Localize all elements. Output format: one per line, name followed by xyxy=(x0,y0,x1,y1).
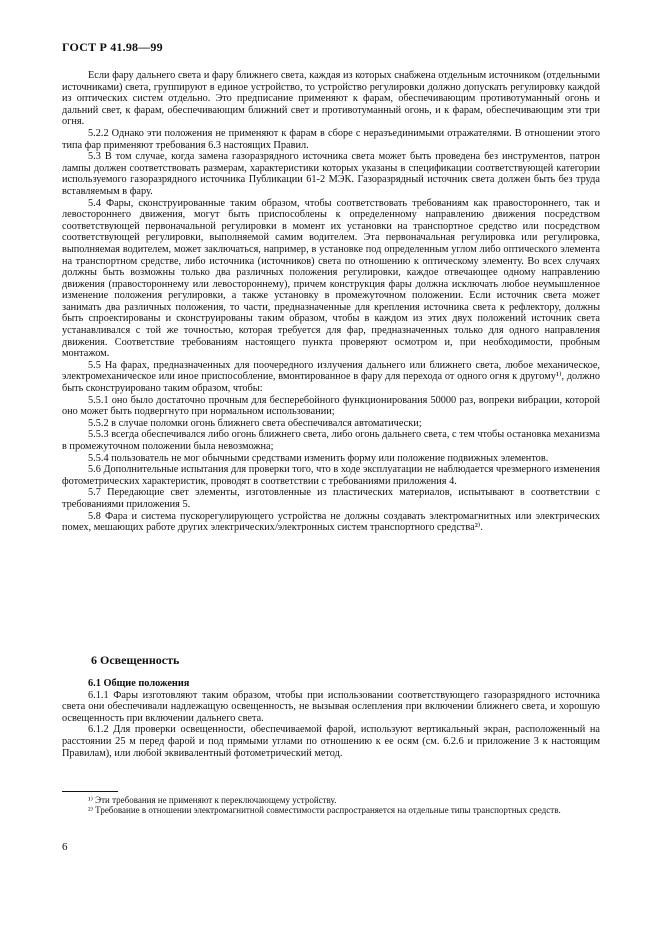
paragraph-5-8: 5.8 Фара и система пускорегулирующего устройства не должны создавать электромагнитных или электрических помех, мешающих работе других электрических/электронных систем транспортного средства²⁾. xyxy=(62,510,600,534)
footnote-divider xyxy=(62,791,118,792)
paragraph-5-7: 5.7 Передающие свет элементы, изготовленные из пластических материалов, испытывают в соответствии с требованиями приложения 5. xyxy=(62,487,600,510)
paragraph-6-1-2: 6.1.2 Для проверки освещенности, обеспечиваемой фарой, используют вертикальный экран, расположенный на расстоянии 25 м перед фарой и под прямыми углами по отношению к ее осям (см. 6.2.6 и приложение 3 к настоящим Правилам), или любой эквивалентный фотометрический метод. xyxy=(62,724,600,759)
footnote-2: ²⁾ Требование в отношении электромагнитной совместимости распространяется на отдельные типы транспортных средств. xyxy=(88,805,561,816)
paragraph-5-5-1: 5.5.1 оно было достаточно прочным для бесперебойного функционирования 50000 раз, вопреки вибрации, которой оно может быть подвергнуто при нормальном использовании; xyxy=(62,394,600,418)
document-header: ГОСТ Р 41.98—99 xyxy=(62,40,163,54)
footnote-1: ¹⁾ Эти требования не применяют к переключающему устройству. xyxy=(88,795,337,805)
page-number: 6 xyxy=(62,841,68,853)
paragraph-5-5-3: 5.5.3 всегда обеспечивался либо огонь ближнего света, либо огонь дальнего света, с тем чтобы остановка механизма в промежуточном положении была невозможна; xyxy=(62,429,600,452)
paragraph-5-2-2: 5.2.2 Однако эти положения не применяют к фарам в сборе с неразъединимыми отражателями. В отношении этого типа фар применяют требования 6.3 настоящих Правил. xyxy=(62,127,600,151)
paragraph-5-5-4: 5.5.4 пользователь не мог обычными средствами изменить форму или положение подвижных элементов. xyxy=(88,452,549,464)
section-heading: 6 Освещенность xyxy=(91,653,180,667)
paragraph-6-1-1: 6.1.1 Фары изготовляют таким образом, чтобы при использовании соответствующего газоразрядного источника света они обеспечивали надлежащую освещенность, не вызывая ослепления при включении ближнего света, и хорошую освещенность при включении дальнего света. xyxy=(62,689,600,724)
footnotes xyxy=(62,795,600,815)
paragraph-5-6: 5.6 Дополнительные испытания для проверки того, что в ходе эксплуатации не наблюдается чрезмерного изменения фотометрических характеристик, проводят в соответствии с требованиями приложения 4. xyxy=(62,464,600,487)
paragraph-intro: Если фару дальнего света и фару ближнего света, каждая из которых снабжена отдельным источником (отдельными источниками) света, группируют в единое устройство, то устройство регулировки должно допускать регулировку каждой из оптических систем отдельно. Это предписание применяют к фарам, обеспечивающим противотуманный огонь и дальний свет, к фарам, обеспечивающим ближний свет и противотуманный огонь, и к фарам, обеспечивающим эти три огня. xyxy=(62,70,600,128)
paragraph-5-4: 5.4 Фары, сконструированные таким образом, чтобы соответствовать требованиям как правостороннего, так и левостороннего движения, могут быть приспособлены к определенному направлению движения посредством соответствующей первоначальной регулировки в момент их установки на транспортное средство или посредством соответствующей регулировки, выполняемой самим водителем. Эта первоначальная регулировка или регулировка, выполняемая водителем, может заключаться, например, в установке под определенным углом либо оптического элемента на транспортном средстве, либо источника (источников) света по отношению к оптическому элементу. Во всех случаях должны быть возможны только два различных положения регулировки, каждое отвечающее одному направлению движения (правостороннему или левостороннему), причем конструкция фары должна исключать любое неумышленное изменение положения регулировки, а также установку в промежуточном положении. Если источник света может занимать два различных положения, то части, предназначенные для крепления источника света к рефлектору, должны быть спроектированы и сконструированы таким образом, чтобы в каждом из этих двух положений источник света устанавливался с той же точностью, которая требуется для фар, предназначенных только для одного направления движения. Соответствие требованиям настоящего пункта проверяют осмотром и, при необходимости, пробным монтажом. xyxy=(62,197,600,360)
paragraph-5-3: 5.3 В том случае, когда замена газоразрядного источника света может быть проведена без инструментов, патрон лампы должен соответствовать размерам, характеристики которых указаны в спецификации соответствующей категории используемого газоразрядного источника Публикации 61-2 МЭК. Газоразрядный источник света должен быть без труда вставляемым в фару. xyxy=(62,151,600,197)
section-text xyxy=(62,678,600,759)
main-text xyxy=(62,70,600,534)
subsection-heading: 6.1 Общие положения xyxy=(88,678,190,689)
paragraph-5-5-2: 5.5.2 в случае поломки огонь ближнего света обеспечивался автоматически; xyxy=(88,417,422,429)
paragraph-5-5: 5.5 На фарах, предназначенных для поочередного излучения дальнего или ближнего света, любое механическое, электромеханическое или иное приспособление, вмонтированное в фару для перехода от одного огня к другому¹⁾, должно быть сконструировано таким образом, чтобы: xyxy=(62,359,600,395)
